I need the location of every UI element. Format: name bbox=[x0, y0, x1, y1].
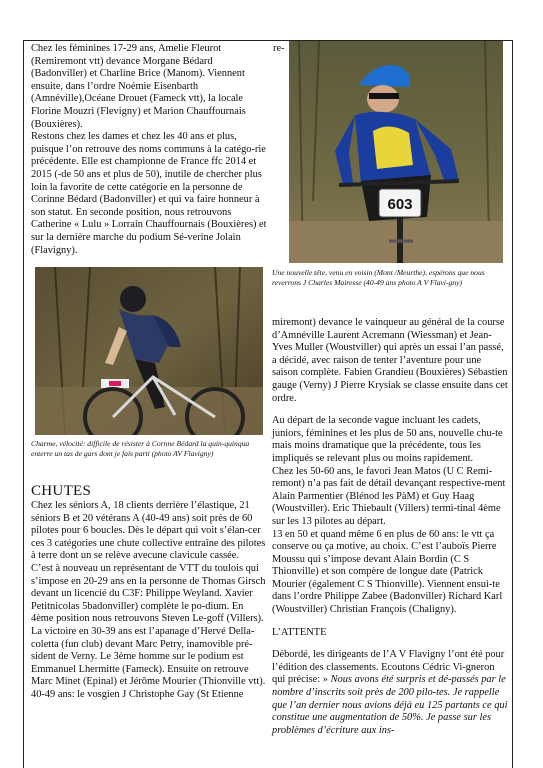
section-heading-chutes: CHUTES bbox=[31, 483, 92, 499]
right-photo-caption: Une nouvelle tête, venu en voisin (Mont /Meurthe), espérons que nous reverrons J Charles Mairesse (40-49 ans photo A V Flavi-gny) bbox=[272, 268, 485, 287]
left-paragraph-5: La victoire en 30-39 ans est l’apanage d’Hervé Della-coletta (fun club) devant Marc Petry, inamovible pré-sident de Verny. Le 3ème homme sur le podium est Emmanuel Lhermitte (Fameck). Ensuite on retrouve Marc Minet (Epinal) et Jérôme Mourier (Thionville vtt). bbox=[31, 625, 266, 688]
left-paragraph-2: Restons chez les dames et chez les 40 ans et plus, puisque l’on retrouve des noms communs à la catégo-rie précédente. Elle est championne de France ffc 2014 et 2015 (-de 50 ans et plus de 50), inutile de chercher plus loin la favorite de cette catégorie en la personne de Corinne Bédard (Badonviller) et qui va faire honneur à son statut. En seconde position, nous retrouvons Catherine « Lulu » Lorrain Chauffournais (Bouxières) et sur la dernière marche du podium Sé-verine Jolain (Flavigny). bbox=[31, 131, 267, 256]
bib-number: 603 bbox=[387, 196, 413, 213]
left-column-bottom bbox=[31, 482, 267, 702]
right-photo-caption-wrap bbox=[272, 268, 508, 288]
paragraph-gap bbox=[272, 405, 508, 415]
paragraph-gap bbox=[272, 617, 508, 627]
right-column-body bbox=[272, 317, 508, 737]
right-paragraph-4: 13 en 50 et quand même 6 en plus de 60 ans: le vtt ça conserve ou ça motive, au choix. C’est l’auboïs Pierre Moussu qui s’impose devant Alain Bordin (C S Thionville) et son compère de longue date (Patrick Mourier (également C S Thionville). Viennent ensui-te dans l’ordre Philippe Zabee (Badonviller) Richard Karl (Woustviller) Christian François (Chaligny). bbox=[272, 528, 503, 616]
left-photo-caption: Charme, vélocité: difficile de résister à Cornne Bédard la quin-quinquа enterre un tas de gars dont je fais parti (photo AV Flavigny) bbox=[31, 439, 250, 458]
section-heading-attente: L’ATTENTE bbox=[272, 626, 327, 638]
right-paragraph-5-roman: Débordé, les dirigeants de l’A V Flavigny l’ont été pour l’édition des classements. Ecoutons Cédric Vi-gneron qui précise: » bbox=[272, 649, 505, 686]
left-paragraph-3: Chez les séniors A, 18 clients derrière l’élastique, 21 séniors B et 20 vétérans A (40-49 ans) soit près de 60 pilotes pour 6 boucles. Dès le départ qui voit s’élan-cer ces 3 catégories une chute collective entraîne des pilotes à terre dont un se relève avecune clavicule cassée. bbox=[31, 500, 266, 562]
right-paragraph-3: Chez les 50-60 ans, le favori Jean Matos (U C Remi-remont) n’a pas fait de détail devançant respective-ment Alain Parmentier (Blénod les PàM) et Guy Haag (Woustviller). Eric Thiebault (Villers) termi-tinal 4ème sur les 13 pilotes au départ. bbox=[272, 465, 506, 527]
paragraph-gap bbox=[272, 639, 508, 649]
left-paragraph-4: C’est à nouveau un représentant de VTT du toulois qui s’impose en 20-29 ans en la personne de Thomas Girsch devant un licencié du C3F: Philippe Weyland. Xavier Petitnicolas 5badonviller) complète le po-dium. En 4ème position nous retrouvons Steven Le-goff (Villers). bbox=[31, 562, 266, 625]
right-top-fragment: re- bbox=[273, 43, 285, 54]
right-paragraph-5 bbox=[272, 649, 508, 737]
left-paragraph-6: 40-49 ans: le vosgien J Christophe Gay (St Etienne bbox=[31, 688, 244, 700]
left-paragraph-1: Chez les féminines 17-29 ans, Amelie Fleurot (Remiremont vtt) devance Morgane Bédard (Badonviller) et Charline Brice (Manom). Viennent ensuite, dans l’ordre Noémie Eisenbarth (Amnéville),Océane Drouet (Fameck vtt), la locale Florine Mouzri (Flevigny) et Marion Chauffournais (Bouxières). bbox=[31, 43, 246, 130]
right-paragraph-2: Au départ de la seconde vague incluant les cadets, juniors, féminines et les plus de 50 ans, nouvelle chu-te mais moins dramatique que la précédente, tous les impliqués se relevant plus ou moins rapidement. bbox=[272, 415, 503, 464]
photo-female-rider bbox=[35, 267, 263, 435]
left-photo-caption-wrap bbox=[31, 439, 267, 459]
left-column-top bbox=[31, 43, 267, 257]
right-paragraph-1: miremont) devance le vainqueur au général de la course d’Amnéville Laurent Acremann (Wiessman) et Jean-Yves Muller (Woustviller) qui après un essai l’an passé, a décidé, avec raison de tenter l’aventure pour une saison complète. Fabien Grandieu (Bouxières) Sébastien gauge (Verny) J Pierre Krysiak se classe ensuite dans cet ordre. bbox=[272, 317, 508, 404]
photo-male-rider bbox=[289, 41, 503, 263]
right-paragraph-5-quote: Nous avons été surpris et dé-passés par le nombre d’inscrits soit près de 200 pilo-tes. Je rappelle que l’an dernier nous avions déjà eu 125 partants ce qui constitue une augmentation de 50%. Je passe sur les problèmes d’écriture aux ins- bbox=[272, 674, 508, 736]
